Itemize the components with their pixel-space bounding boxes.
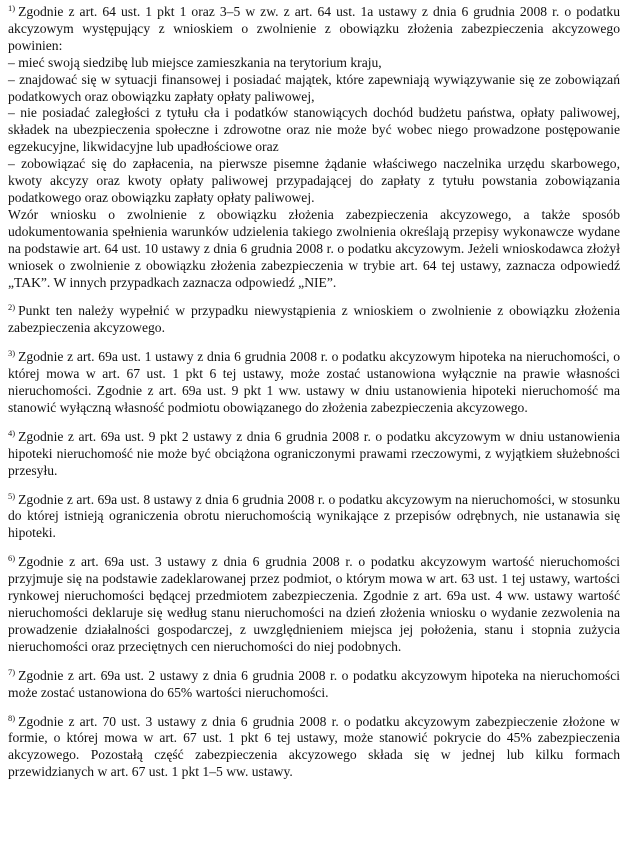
footnote-4: [8, 429, 620, 480]
footnote-2-paragraph: [8, 303, 620, 337]
footnote-2: [8, 303, 620, 337]
footnote-1: [8, 4, 620, 291]
footnote-4-text: Zgodnie z art. 69a ust. 9 pkt 2 ustawy z dnia 6 grudnia 2008 r. o podatku akcyzowym w dniu ustanowienia hipoteki nieruchomość nie może być obciążona ograniczonymi prawami rzeczowymi, z wyjątkiem służebności przesyłu.: [8, 428, 620, 478]
footnote-8-number: 8): [8, 712, 16, 723]
footnote-2-text: Punkt ten należy wypełnić w przypadku niewystąpienia z wnioskiem o zwolnienie z obowiązku złożenia zabezpieczenia akcyzowego.: [8, 303, 620, 336]
footnote-4-number: 4): [8, 427, 16, 438]
footnote-5-number: 5): [8, 490, 16, 501]
footnote-3: [8, 349, 620, 417]
footnote-5: [8, 492, 620, 543]
footnote-1-text: Zgodnie z art. 64 ust. 1 pkt 1 oraz 3–5 w zw. z art. 64 ust. 1a ustawy z dnia 6 grudnia 2008 r. o podatku akcyzowym występujący z wnioskiem o zwolnienie z obowiązku złożenia zabezpieczenia akcyzowego powinien:: [8, 4, 620, 53]
footnote-6-text: Zgodnie z art. 69a ust. 3 ustawy z dnia 6 grudnia 2008 r. o podatku akcyzowym wartość nieruchomości przyjmuje się na podstawie zadeklarowanej przez podmiot, o którym mowa w art. 63 ust. 1 tej ustawy, wartości rynkowej nieruchomości będącej przedmiotem zabezpieczenia. Zgodnie z art. 69a ust. 4 ww. ustawy wartość nieruchomości deklaruje się według stanu nieruchomości na dzień złożenia wniosku o wydanie zezwolenia na prowadzenie działalności gospodarczej, z uwzględnieniem miejsca jej położenia, stanu i stopnia zużycia nieruchomości oraz przeciętnych cen nieruchomości do niej podobnych.: [8, 554, 620, 654]
footnote-1-condition-4: – zobowiązać się do zapłacenia, na pierwsze pisemne żądanie właściwego naczelnika urzędu skarbowego, kwoty akcyzy oraz kwoty opłaty paliwowej przypadającej do zapłaty z tytułu powstania zobowiązania podatkowego oraz obowiązku zapłaty opłaty paliwowej.: [8, 156, 620, 205]
footnote-1-summary: Wzór wniosku o zwolnienie z obowiązku złożenia zabezpieczenia akcyzowego, a także sposób udokumentowania spełnienia warunków udzielenia takiego zwolnienia określają przepisy wykonawcze wydane na podstawie art. 64 ust. 10 ustawy z dnia 6 grudnia 2008 r. o podatku akcyzowym. Jeżeli wnioskodawca złożył wniosek o zwolnienie z obowiązku złożenia zabezpieczenia w trybie art. 64 tej ustawy, zaznacza odpowiedź „TAK”. W innych przypadkach zaznacza odpowiedź „NIE”.: [8, 206, 620, 290]
footnote-3-number: 3): [8, 348, 16, 359]
footnote-2-number: 2): [8, 302, 16, 313]
footnote-5-text: Zgodnie z art. 69a ust. 8 ustawy z dnia 6 grudnia 2008 r. o podatku akcyzowym na nieruchomości, w stosunku do której istnieją ograniczenia obrotu nieruchomością wynikające z przepisów odrębnych, nie ustanawia się hipoteki.: [8, 491, 620, 541]
footnote-4-paragraph: [8, 429, 620, 480]
footnote-1-condition-2: – znajdować się w sytuacji finansowej i posiadać majątek, które zapewniają wywiązywanie się ze zobowiązań podatkowych oraz obowiązku zapłaty opłaty paliwowej,: [8, 71, 620, 104]
footnote-8-paragraph: [8, 714, 620, 782]
footnote-6: [8, 554, 620, 655]
footnote-7-number: 7): [8, 666, 16, 677]
footnote-7: [8, 668, 620, 702]
footnote-3-paragraph: [8, 349, 620, 417]
footnote-1-number: 1): [8, 3, 16, 13]
footnote-6-number: 6): [8, 553, 16, 564]
footnote-6-paragraph: [8, 554, 620, 655]
footnote-1-intro: [8, 4, 620, 55]
footnotes-page: [8, 4, 620, 793]
footnote-8: [8, 714, 620, 782]
footnote-7-paragraph: [8, 668, 620, 702]
footnote-1-condition-3: – nie posiadać zaległości z tytułu cła i podatków stanowiących dochód budżetu państwa, opłaty paliwowej, składek na ubezpieczenia społeczne i zdrowotne oraz nie może być wobec niego prowadzone postępowanie egzekucyjne, likwidacyjne lub upadłościowe oraz: [8, 105, 620, 155]
footnote-8-text: Zgodnie z art. 70 ust. 3 ustawy z dnia 6 grudnia 2008 r. o podatku akcyzowym zabezpieczenie złożone w formie, o której mowa w art. 67 ust. 1 pkt 6 tej ustawy, może stanowić pokrycie do 45% zabezpieczenia akcyzowego. Pozostałą część zabezpieczenia akcyzowego składa się w jednej lub kilku formach przewidzianych w art. 67 ust. 1 pkt 1–5 ww. ustawy.: [8, 713, 620, 780]
footnote-1-condition-1: – mieć swoją siedzibę lub miejsce zamieszkania na terytorium kraju,: [8, 54, 382, 70]
footnote-3-text: Zgodnie z art. 69a ust. 1 ustawy z dnia 6 grudnia 2008 r. o podatku akcyzowym hipoteka na nieruchomości, o której mowa w art. 67 ust. 1 pkt 6 tej ustawy, może zostać ustanowiona wyłącznie na prawie własności nieruchomości. Zgodnie z art. 69a ust. 9 pkt 1 ww. ustawy w dniu ustanowienia hipoteki nieruchomość ma stanowić wyłączną własność podmiotu obowiązanego do złożenia zabezpieczenia akcyzowego.: [8, 349, 620, 415]
footnote-7-text: Zgodnie z art. 69a ust. 2 ustawy z dnia 6 grudnia 2008 r. o podatku akcyzowym hipoteka na nieruchomości może zostać ustanowiona do 65% wartości nieruchomości.: [8, 667, 620, 700]
footnote-5-paragraph: [8, 492, 620, 543]
